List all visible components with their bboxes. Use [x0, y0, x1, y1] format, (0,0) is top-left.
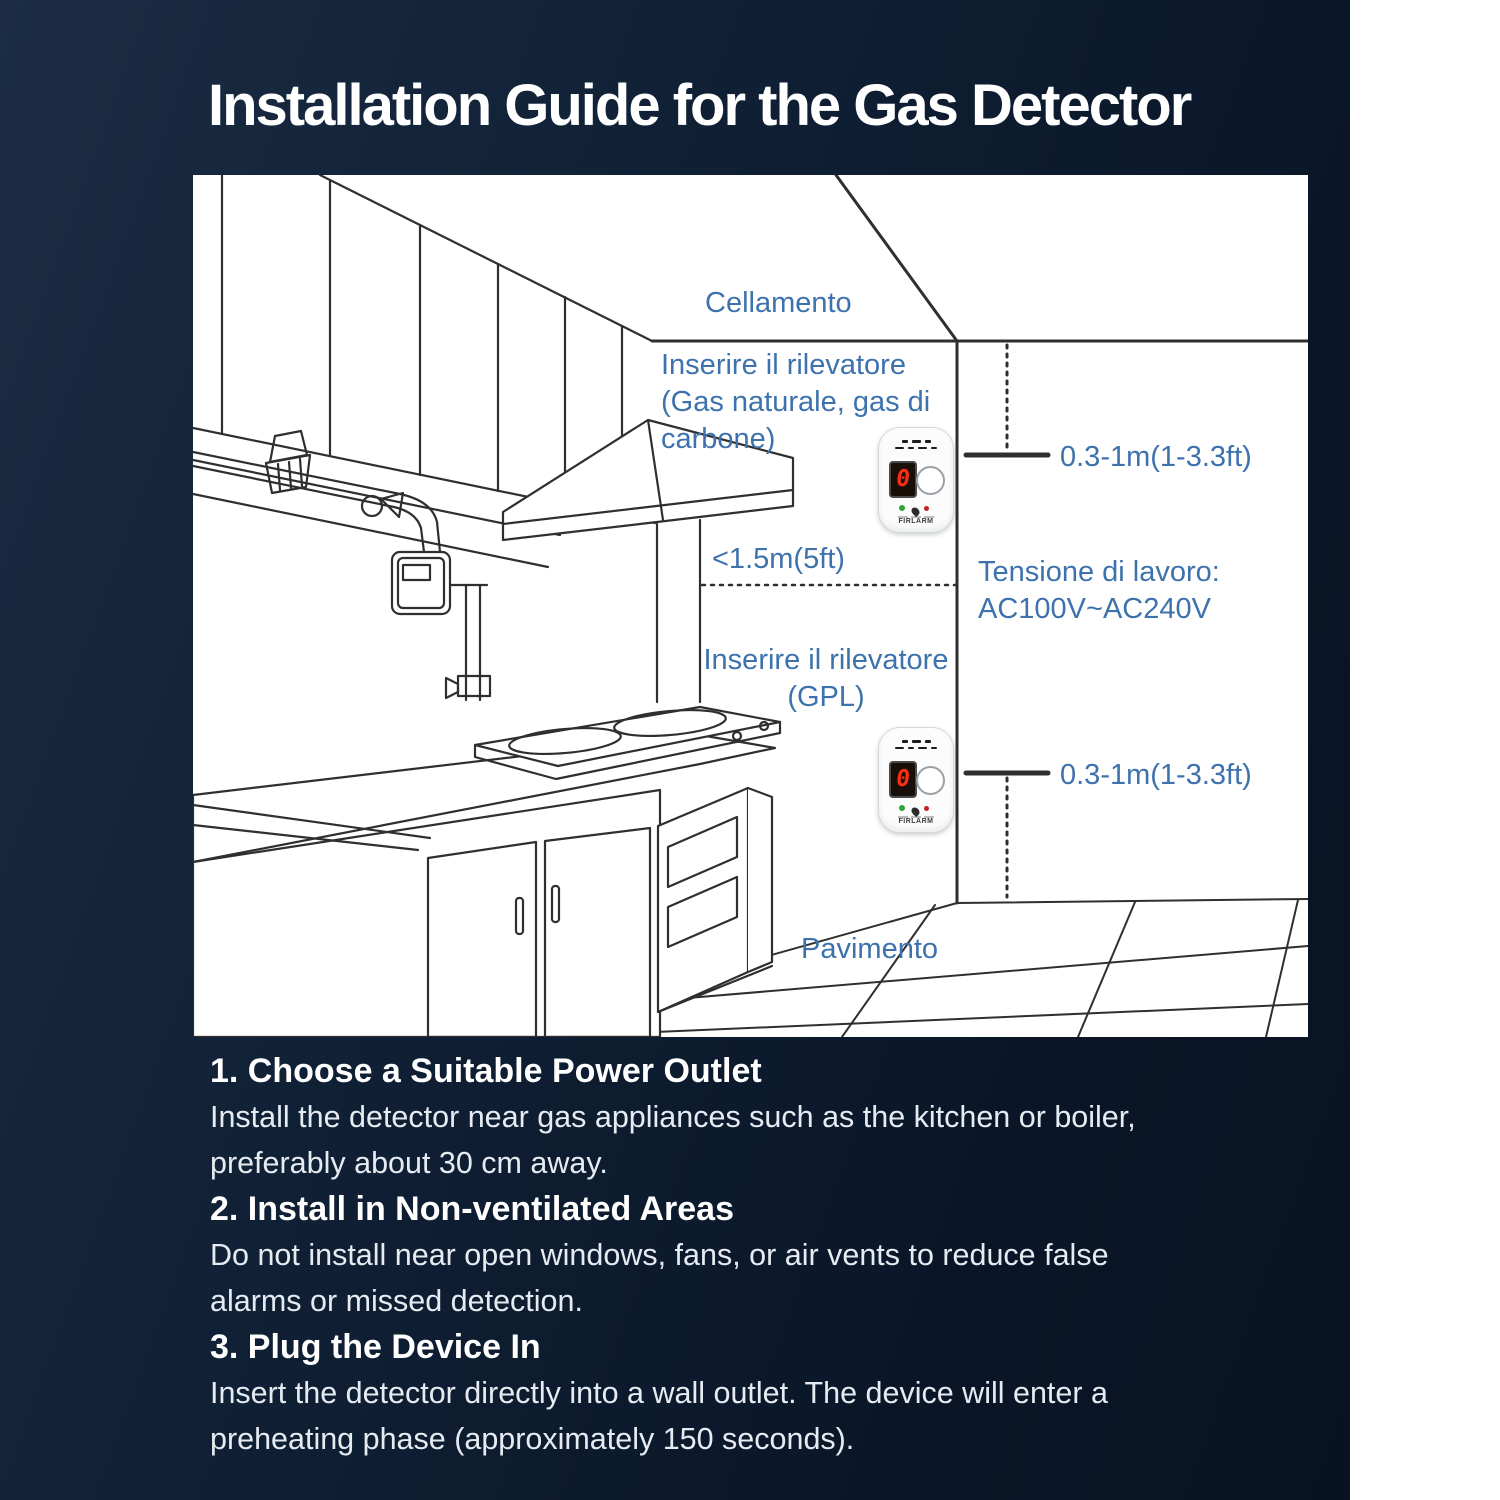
step-2-heading: 2. Install in Non-ventilated Areas [210, 1190, 734, 1228]
label-voltage-line2: AC100V~AC240V [978, 593, 1211, 625]
detector-display [889, 461, 917, 498]
base-cabinets [193, 735, 775, 1037]
step-3-line-2: preheating phase (approximately 150 seconds). [210, 1422, 855, 1456]
step-2-line-2: alarms or missed detection. [210, 1284, 583, 1318]
step-3-heading: 3. Plug the Device In [210, 1328, 541, 1366]
step-3-line-1: Insert the detector directly into a wall outlet. The device will enter a [210, 1376, 1108, 1410]
label-detector-top-line2: (Gas naturale, gas di [661, 386, 931, 418]
power-led-green [899, 805, 905, 811]
power-led-green [899, 505, 905, 511]
label-detector-bottom-line1: Inserire il rilevatore [703, 644, 949, 676]
step-1-line-1: Install the detector near gas appliances such as the kitchen or boiler, [210, 1100, 1136, 1134]
label-floor: Pavimento [801, 933, 939, 965]
page-title: Installation Guide for the Gas Detector [208, 73, 1191, 138]
right-white-margin [1350, 0, 1500, 1500]
brand-label: FIRLARM [898, 818, 934, 825]
label-distance-bottom: 0.3-1m(1-3.3ft) [1060, 759, 1252, 791]
alarm-led-red [924, 806, 929, 811]
label-voltage-line1: Tensione di lavoro: [978, 556, 1220, 588]
alarm-led-red [924, 506, 929, 511]
label-distance-top: 0.3-1m(1-3.3ft) [1060, 441, 1252, 473]
diagram-panel [193, 175, 1308, 1037]
detector-display-digit: 0 [894, 466, 912, 492]
detector-test-button [916, 766, 945, 795]
speaker-vents-icon [879, 440, 953, 449]
step-1-line-2: preferably about 30 cm away. [210, 1146, 608, 1180]
step-1-heading: 1. Choose a Suitable Power Outlet [210, 1052, 762, 1090]
label-detector-top-line1: Inserire il rilevatore [661, 349, 906, 381]
detector-test-button [916, 466, 945, 495]
detector-display-digit: 0 [894, 766, 912, 792]
gas-detector-gpl [878, 727, 954, 833]
gas-detector-natural-gas [878, 427, 954, 533]
instruction-steps [210, 1048, 1340, 1462]
label-detector-top-line3: carbone) [661, 423, 776, 455]
label-voltage [978, 554, 1220, 628]
speaker-vents-icon [879, 740, 953, 749]
label-stove-distance: <1.5m(5ft) [712, 543, 845, 575]
step-2-line-1: Do not install near open windows, fans, or air vents to reduce false [210, 1238, 1109, 1272]
gas-pipe-and-meter [193, 431, 490, 700]
brand-label: FIRLARM [898, 518, 934, 525]
label-detector-bottom-line2: (GPL) [787, 681, 865, 713]
detector-display [889, 761, 917, 798]
label-ceiling: Cellamento [705, 287, 852, 319]
label-detector-bottom [701, 642, 951, 716]
